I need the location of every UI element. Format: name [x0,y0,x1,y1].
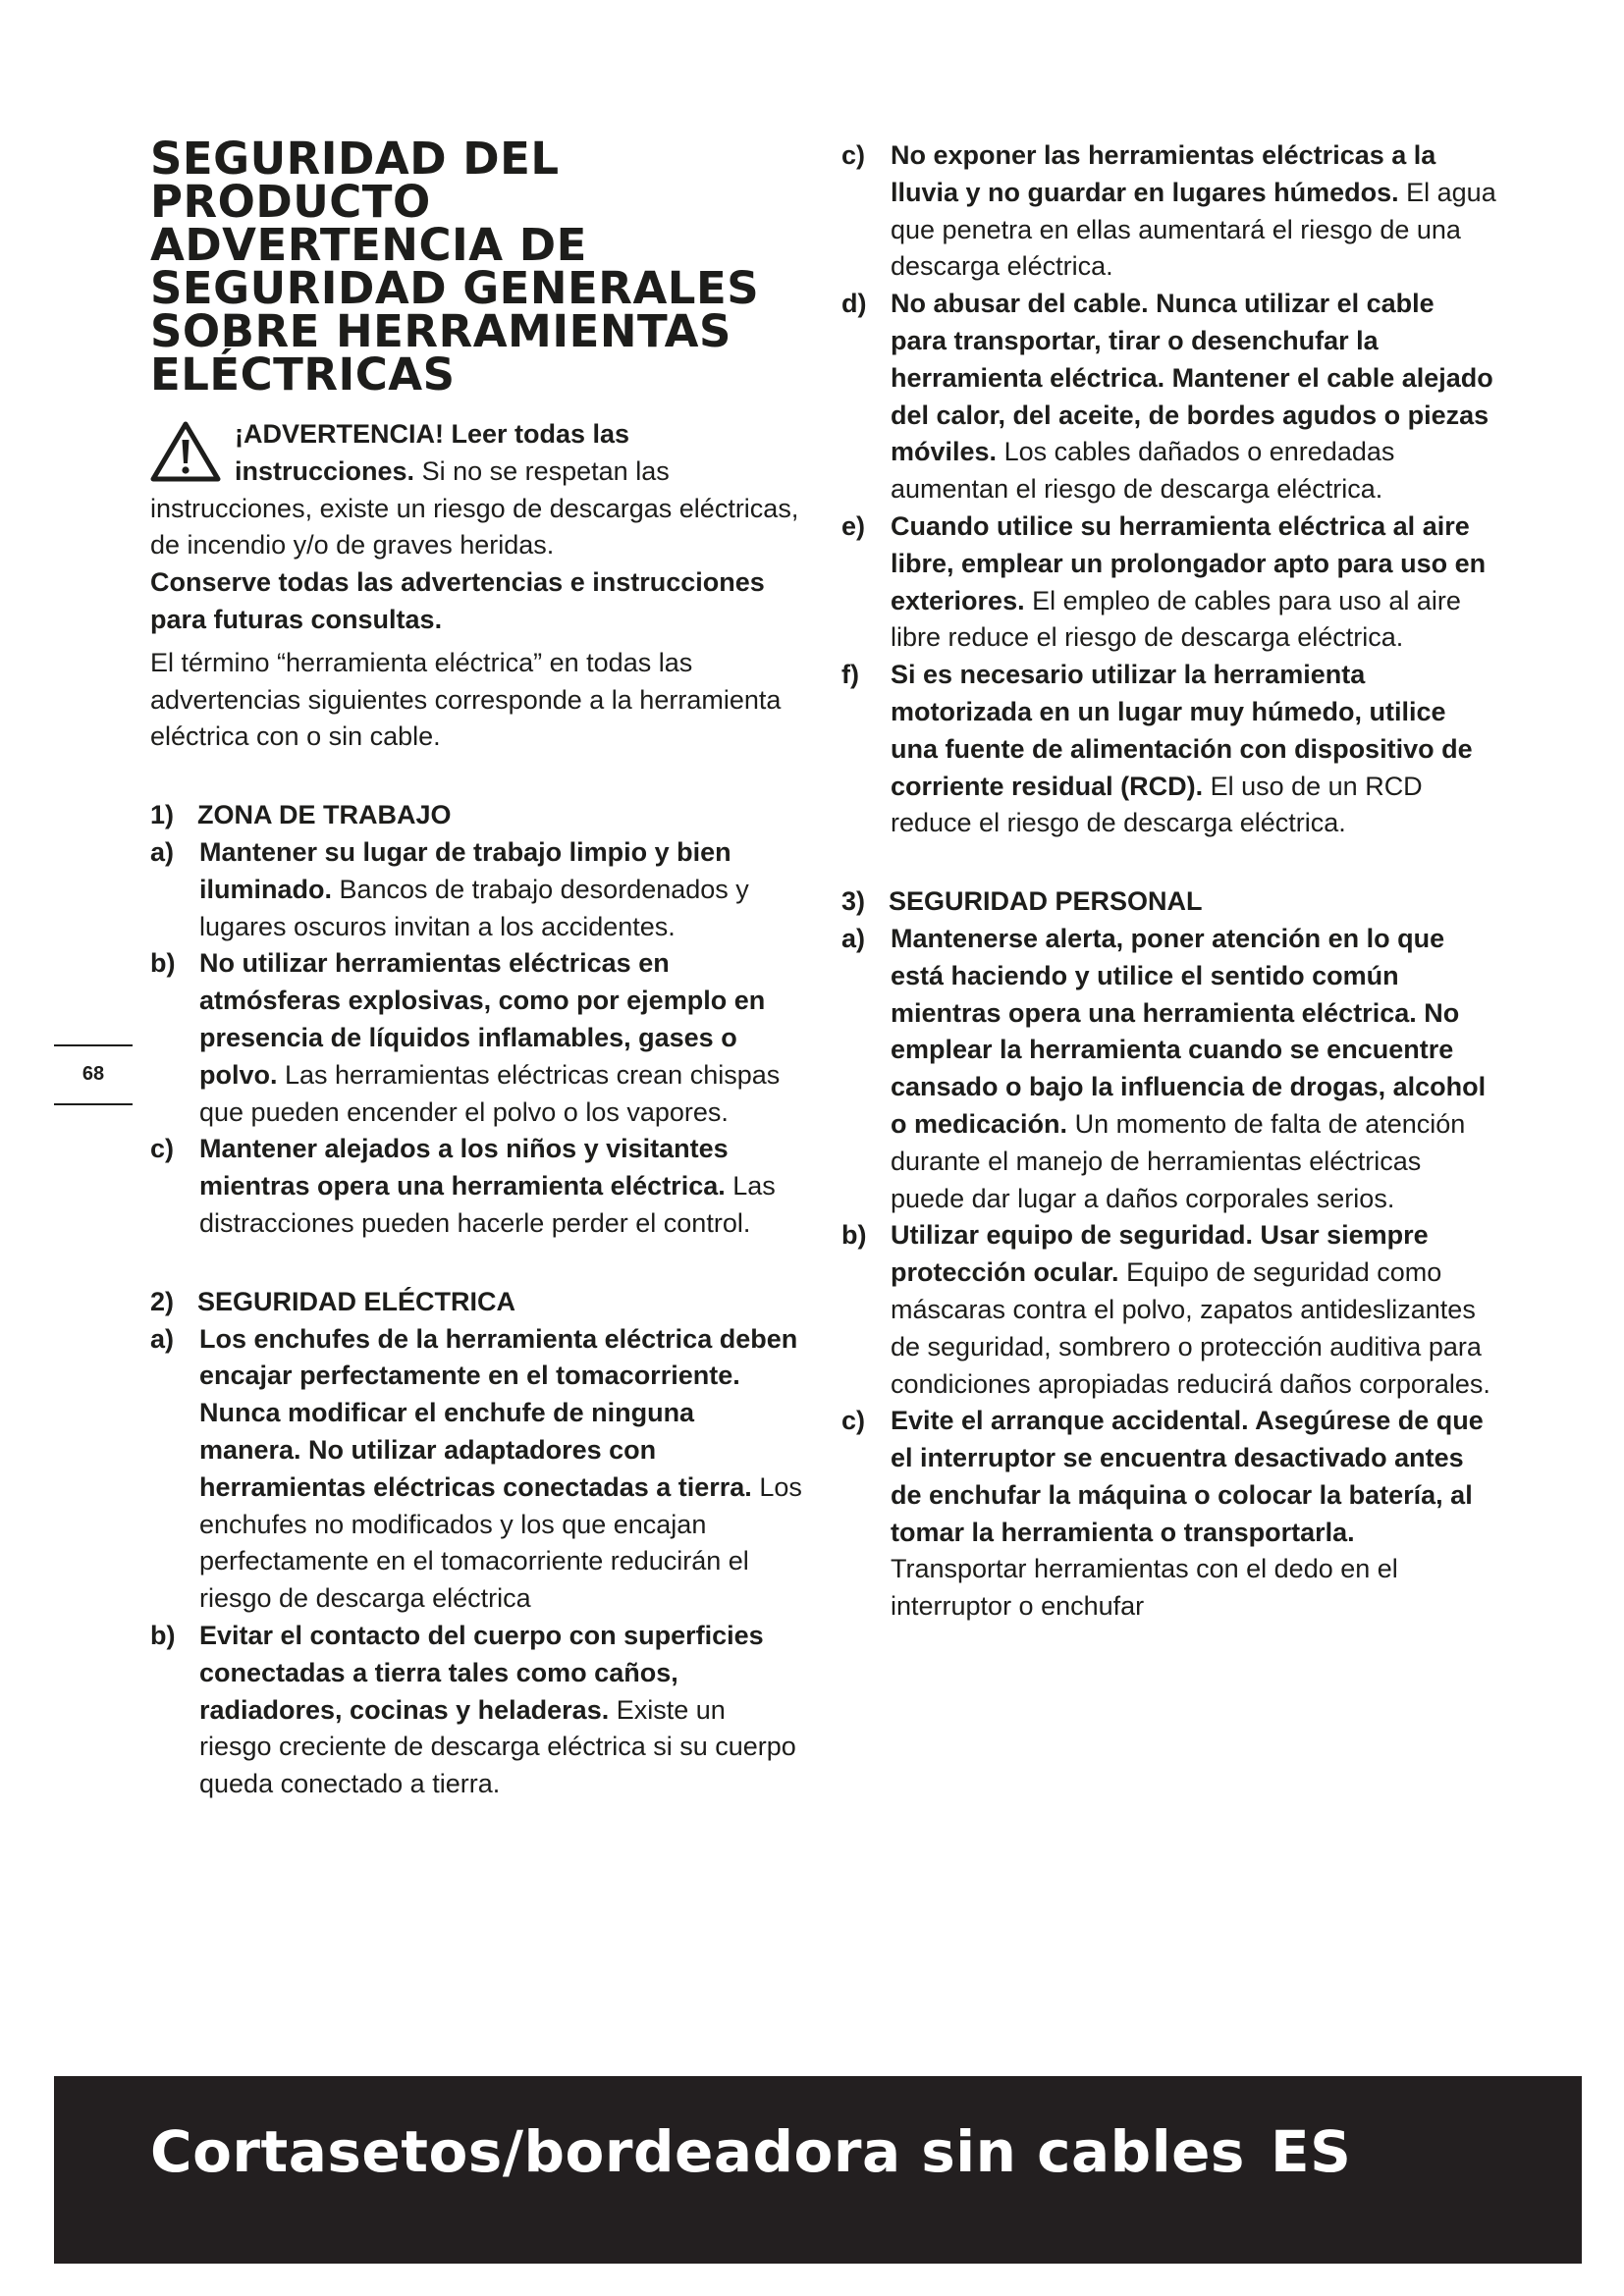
section-heading [150,797,803,834]
warning-term: El término “herramienta eléctrica” en todas las advertencias siguientes corresponde a la herramienta eléctrica con o sin cable. [150,647,782,752]
section-title: SEGURIDAD ELÉCTRICA [197,1286,516,1316]
item-label: e) [841,510,866,541]
section-number: 2) [150,1286,175,1316]
item-text: El uso de un RCD reduce el riesgo de descarga eléctrica. [891,771,1423,838]
list-item [841,137,1497,286]
list-item [150,1131,803,1242]
item-text: El empleo de cables para uso al aire libre reduce el riesgo de descarga eléctrica. [891,585,1461,653]
item-text: Equipo de seguridad como máscaras contra el polvo, zapatos antideslizantes de seguridad, sombrero o protección auditiva para condiciones apropiadas reducirá daños corporales. [891,1257,1490,1399]
item-label: a) [150,1323,175,1354]
section-title: SEGURIDAD PERSONAL [889,886,1203,917]
list-item [841,1403,1497,1626]
general-warning [150,416,803,756]
page-number-block [54,1044,133,1105]
item-text: Existe un riesgo creciente de descarga eléctrica si su cuerpo queda conectado a tierra. [199,1694,796,1799]
divider [54,1103,133,1105]
list-item [150,1321,803,1618]
warning-triangle-icon [150,420,221,483]
footer-language-code: ES [1270,2118,1352,2185]
footer-bar [54,2076,1582,2264]
item-label: f) [841,660,859,690]
item-text: Un momento de falta de atención durante el manejo de herramientas eléctricas puede dar lugar a daños corporales serios. [891,1108,1466,1213]
item-text: Las distracciones pueden hacerle perder el control. [199,1171,776,1238]
list-item [841,921,1497,1217]
section-title: ZONA DE TRABAJO [197,800,452,830]
item-label: d) [841,289,867,319]
section-heading [841,883,1497,921]
left-column [150,133,803,1803]
page-title: SEGURIDAD DEL PRODUCTO ADVERTENCIA DE SEGURIDAD GENERALES SOBRE HERRAMIENTAS ELÉCTRICAS [150,133,760,400]
list-item [841,657,1497,842]
item-text: El agua que penetra en ellas aumentará el riesgo de una descarga eléctrica. [891,177,1496,282]
item-text: Transportar herramientas con el dedo en el interruptor o enchufar [891,1554,1398,1622]
section-seguridad-electrica-continued [841,137,1497,842]
item-text: Los enchufes no modificados y los que encajan perfectamente en el tomacorriente reducirán el riesgo de descarga eléctrica [199,1471,802,1614]
section-number: 3) [841,886,866,917]
item-bold-text: Mantener su lugar de trabajo limpio y bien iluminado. [199,836,731,904]
section-heading [150,1284,803,1321]
item-bold-text: Mantenerse alerta, poner atención en lo que está haciendo y utilice el sentido común mientras opera una herramienta eléctrica. No emplear la herramienta cuando se encuentre cansado o bajo la influencia de drogas, alcohol o medicación. [891,923,1487,1139]
section-seguridad-personal [841,883,1497,1626]
list-item [841,286,1497,508]
item-bold-text: Si es necesario utilizar la herramienta motorizada en un lugar muy húmedo, utilice una fuente de alimentación con dispositivo de corriente residual (RCD). [891,660,1473,801]
item-label: a) [841,923,866,953]
footer-title [150,2120,1351,2183]
list-item [841,508,1497,657]
section-number: 1) [150,800,175,830]
item-bold-text: Evite el arranque accidental. Asegúrese de que el interruptor se encuentra desactivado antes de enchufar la máquina o colocar la batería, al tomar la herramienta o transportarla. [891,1406,1484,1547]
right-column [841,137,1497,1626]
item-text: Las herramientas eléctricas crean chispas que pueden encender el polvo o los vapores. [199,1059,781,1127]
item-label: b) [150,1620,176,1650]
item-label: c) [150,1134,175,1164]
item-text: Bancos de trabajo desordenados y lugares oscuros invitan a los accidentes. [199,874,749,941]
page-number: 68 [81,1063,105,1085]
section-seguridad-electrica [150,1284,803,1803]
item-bold-text: No exponer las herramientas eléctricas a la lluvia y no guardar en lugares húmedos. [891,140,1436,207]
item-bold-text: Cuando utilice su herramienta eléctrica al aire libre, emplear un prolongador apto para uso en exteriores. [891,510,1487,615]
section-zona-de-trabajo [150,797,803,1243]
warning-text: Si no se respetan las instrucciones, existe un riesgo de descargas eléctricas, de incendio y/o de graves heridas. [150,455,799,561]
item-bold-text: Los enchufes de la herramienta eléctrica deben encajar perfectamente en el tomacorriente. Nunca modificar el enchufe de ninguna manera. No utilizar adaptadores con herramientas eléctricas conectadas a tierra. [199,1323,798,1502]
item-bold-text: No utilizar herramientas eléctricas en atmósferas explosivas, como por ejemplo en presencia de líquidos inflamables, gases o polvo. [199,948,766,1090]
item-label: c) [841,1406,866,1436]
item-bold-text: Evitar el contacto del cuerpo con superficies conectadas a tierra tales como caños, radiadores, cocinas y heladeras. [199,1620,764,1725]
item-label: b) [150,948,176,979]
item-label: b) [841,1220,867,1251]
item-bold-text: Mantener alejados a los niños y visitantes mientras opera una herramienta eléctrica. [199,1134,729,1201]
item-text: Los cables dañados o enredadas aumentan el riesgo de descarga eléctrica. [891,437,1395,505]
list-item [150,945,803,1131]
item-label: c) [841,140,866,170]
item-bold-text: No abusar del cable. Nunca utilizar el cable para transportar, tirar o desenchufar la herramienta eléctrica. Mantener el cable alejado del calor, del aceite, de bordes agudos o piezas móviles. [891,289,1493,467]
list-item [841,1217,1497,1403]
footer-product-name: Cortasetos/bordeadora sin cables [150,2118,1245,2185]
list-item [150,834,803,945]
item-label: a) [150,836,175,867]
item-bold-text: Utilizar equipo de seguridad. Usar siempre protección ocular. [891,1220,1429,1288]
list-item [150,1618,803,1803]
warning-lead: ¡ADVERTENCIA! Leer todas las instrucciones. [235,419,630,486]
warning-keep: Conserve todas las advertencias e instrucciones para futuras consultas. [150,567,765,634]
